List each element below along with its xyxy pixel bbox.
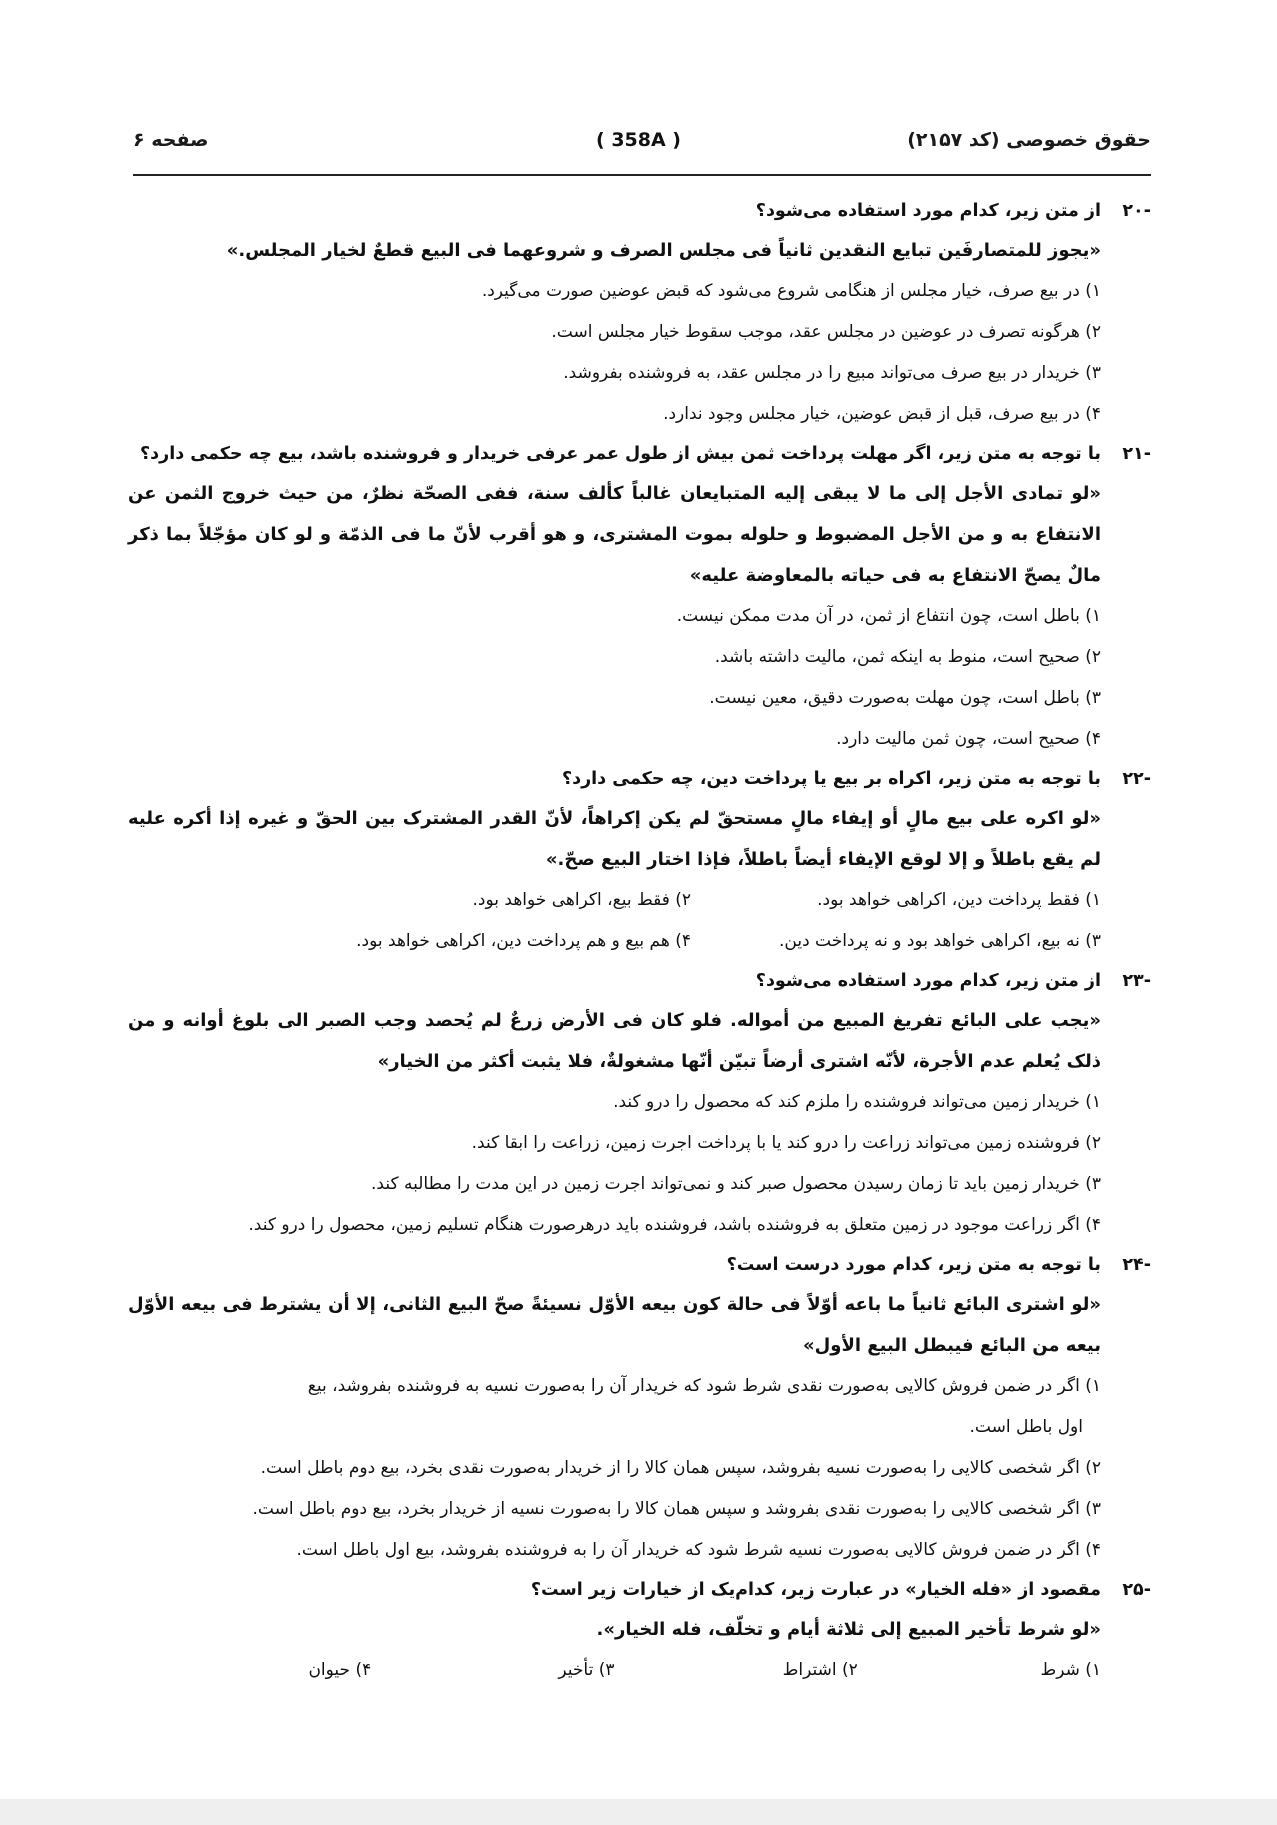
- option-4[interactable]: ۴) هم بیع و هم پرداخت دین، اکراهی خواهد بود.: [356, 931, 691, 951]
- question-number: -۲۱: [1122, 444, 1151, 464]
- question-text: از متن زیر، کدام مورد استفاده می‌شود؟: [755, 201, 1101, 221]
- page-number: صفحه ۶: [133, 129, 209, 151]
- option-1[interactable]: ۱) فقط پرداخت دین، اکراهی خواهد بود.: [817, 890, 1101, 910]
- question-number: -۲۳: [1122, 971, 1151, 991]
- question-quote: «لو اکره علی بیع مالٍ أو إیفاء مالٍ مستحقّ لم یکن إکراهاً، لأنّ القدر المشترک بین الحقّ و غیره إذا أکره علیه لم یقع باطلاً و إلا لوقع الإیفاء أیضاً باطلاً، فإذا اختار البیع صحّ.»: [128, 808, 1101, 870]
- answer-options: [128, 1650, 1151, 1691]
- question-number: -۲۰: [1122, 201, 1151, 221]
- question-20: [128, 192, 1151, 435]
- option-3[interactable]: ۳) باطل است، چون مهلت به‌صورت دقیق، معین نیست.: [709, 688, 1101, 708]
- question-quote: «لو اشتری البائع ثانیاً ما باعه أوّلاً فی حالة کون بیعه الأوّل نسیئةً صحّ البیع الثانی، إلا أن یشترط فی بیعه الأوّل بیعه من البائع فیبطل البیع الأول»: [128, 1294, 1101, 1356]
- question-quote: «یجوز للمتصارفَین تبایع النقدین ثانیاً فی مجلس الصرف و شروعهما فی البیع قطعٌ لخیار المجلس.»: [226, 240, 1101, 261]
- question-number: -۲۵: [1122, 1580, 1151, 1600]
- question-23: [128, 962, 1151, 1246]
- answer-options: [128, 1082, 1151, 1246]
- option-1-line-1: ۱) اگر در ضمن فروش کالایی به‌صورت نقدی شرط شود که خریدار آن را به‌صورت نسیه به فروشنده بفروشد، بیع: [307, 1376, 1101, 1396]
- option-1[interactable]: ۱) شرط: [1040, 1660, 1101, 1680]
- option-3[interactable]: ۳) نه بیع، اکراهی خواهد بود و نه پرداخت دین.: [779, 931, 1101, 951]
- exam-title: حقوق خصوصی (کد ۲۱۵۷): [907, 129, 1151, 151]
- option-3[interactable]: ۳) خریدار زمین باید تا زمان رسیدن محصول صبر کند و نمی‌تواند اجرت زمین در این مدت را مطالبه کند.: [371, 1174, 1101, 1194]
- question-text: با توجه به متن زیر، اکراه بر بیع یا پرداخت دین، چه حکمی دارد؟: [561, 769, 1101, 789]
- questions-area: [128, 192, 1151, 1691]
- question-21: [128, 435, 1151, 760]
- question-22: [128, 760, 1151, 962]
- option-3[interactable]: ۳) تأخیر: [558, 1660, 615, 1680]
- question-text: با توجه به متن زیر، اگر مهلت پرداخت ثمن بیش از طول عمر عرفی خریدار و فروشنده باشد، بیع چه حکمی دارد؟: [140, 444, 1101, 464]
- option-4[interactable]: ۴) اگر زراعت موجود در زمین متعلق به فروشنده باشد، فروشنده باید درهرصورت هنگام تسلیم زمین، محصول را درو کند.: [248, 1215, 1101, 1235]
- question-text: با توجه به متن زیر، کدام مورد درست است؟: [726, 1255, 1101, 1275]
- option-1[interactable]: [128, 1366, 1101, 1448]
- question-text: مقصود از «فله الخیار» در عبارت زیر، کدام‌یک از خیارات زیر است؟: [530, 1580, 1101, 1600]
- question-number: -۲۴: [1122, 1255, 1151, 1275]
- option-1-line-2: اول باطل است.: [969, 1417, 1083, 1437]
- option-1[interactable]: ۱) خریدار زمین می‌تواند فروشنده را ملزم کند که محصول را درو کند.: [613, 1092, 1101, 1112]
- answer-options: [128, 880, 1151, 962]
- option-2[interactable]: ۲) اگر شخصی کالایی را به‌صورت نسیه بفروشد، سپس همان کالا را از خریدار به‌صورت نقدی بخرد، بیع دوم باطل است.: [260, 1458, 1101, 1478]
- option-2[interactable]: ۲) هرگونه تصرف در عوضین در مجلس عقد، موجب سقوط خیار مجلس است.: [551, 322, 1101, 342]
- option-4[interactable]: ۴) در بیع صرف، قبل از قبض عوضین، خیار مجلس وجود ندارد.: [663, 404, 1101, 424]
- question-quote: «لو شرط تأخیر المبیع إلی ثلاثة أیام و تخلّف، فله الخیار».: [596, 1619, 1101, 1640]
- answer-options: [128, 1366, 1151, 1571]
- option-2[interactable]: ۲) فروشنده زمین می‌تواند زراعت را درو کند یا با پرداخت اجرت زمین، زراعت را ابقا کند.: [471, 1133, 1101, 1153]
- question-25: [128, 1571, 1151, 1691]
- option-2[interactable]: ۲) فقط بیع، اکراهی خواهد بود.: [472, 890, 691, 910]
- option-2[interactable]: ۲) اشتراط: [782, 1660, 858, 1680]
- question-quote: «لو تمادی الأجل إلی ما لا یبقی إلیه المتبایعان غالباً کألف سنة، ففی الصحّة نظرٌ، من حیث خروج الثمن عن الانتفاع به و من الأجل المضبوط و حلوله بموت المشتری، و هو أقرب لأنّ ما فی الذمّة و لو کان مؤجّلاً بما ذکر مالٌ یصحّ الانتفاع به فی حیاته بالمعاوضة علیه»: [128, 483, 1101, 586]
- question-number: -۲۲: [1122, 769, 1151, 789]
- option-1[interactable]: ۱) در بیع صرف، خیار مجلس از هنگامی شروع می‌شود که قبض عوضین صورت می‌گیرد.: [481, 281, 1101, 301]
- option-4[interactable]: ۴) اگر در ضمن فروش کالایی به‌صورت نسیه شرط شود که خریدار آن را به فروشنده بفروشد، بیع اول باطل است.: [296, 1540, 1101, 1560]
- option-3[interactable]: ۳) خریدار در بیع صرف می‌تواند مبیع را در مجلس عقد، به فروشنده بفروشد.: [563, 363, 1101, 383]
- question-24: [128, 1246, 1151, 1571]
- answer-options: [128, 596, 1151, 760]
- option-2[interactable]: ۲) صحیح است، منوط به اینکه ثمن، مالیت داشته باشد.: [714, 647, 1101, 667]
- option-4[interactable]: ۴) صحیح است، چون ثمن مالیت دارد.: [836, 729, 1101, 749]
- header-divider: [133, 174, 1151, 176]
- answer-options: [128, 271, 1151, 435]
- question-quote: «یجب علی البائع تفریغ المبیع من أمواله. فلو کان فی الأرض زرعٌ لم یُحصد وجب الصبر الی بلوغ أوانه و من ذلک یُعلم عدم الأجرة، لأنّه اشتری أرضاً تبیّن أنّها مشغولةٌ، فلا یثبت أکثر من الخیار»: [128, 1010, 1101, 1072]
- option-3[interactable]: ۳) اگر شخصی کالایی را به‌صورت نقدی بفروشد و سپس همان کالا را به‌صورت نسیه از خریدار بخرد، بیع دوم باطل است.: [252, 1499, 1101, 1519]
- booklet-code: ( 358A ): [596, 129, 681, 151]
- question-text: از متن زیر، کدام مورد استفاده می‌شود؟: [755, 971, 1101, 991]
- page-bottom-band: [0, 1799, 1277, 1825]
- option-1[interactable]: ۱) باطل است، چون انتفاع از ثمن، در آن مدت ممکن نیست.: [676, 606, 1101, 626]
- option-4[interactable]: ۴) حیوان: [308, 1660, 372, 1680]
